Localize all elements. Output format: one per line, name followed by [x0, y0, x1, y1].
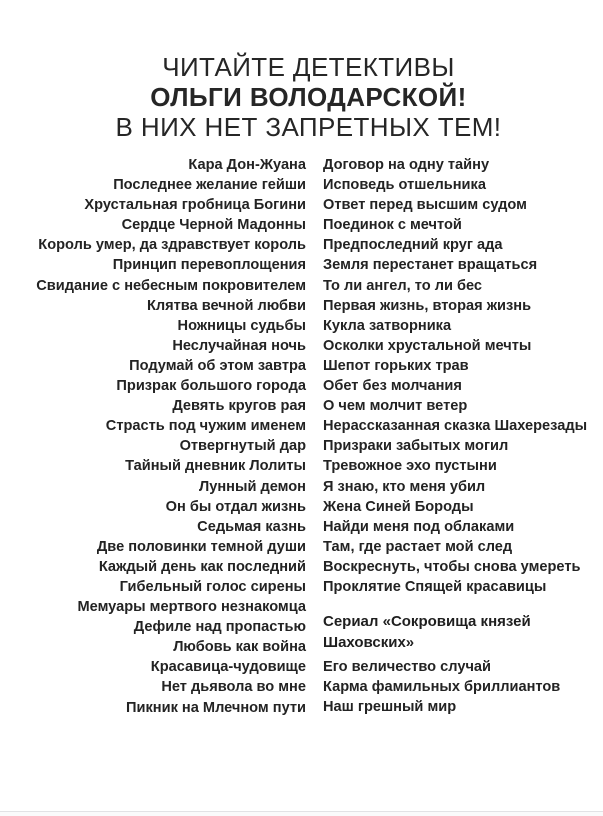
book-title: Карма фамильных бриллиантов	[323, 679, 561, 696]
book-title: Отвергнутый дар	[179, 438, 306, 455]
book-title: Сердце Черной Мадонны	[121, 217, 306, 234]
book-title: Земля перестанет вращаться	[323, 257, 538, 274]
book-title: Я знаю, кто меня убил	[323, 478, 486, 495]
book-title: Кара Дон-Жуана	[188, 157, 306, 173]
book-title: Последнее желание гейши	[113, 177, 306, 194]
book-title: Поединок с мечтой	[323, 217, 462, 234]
book-title: Красавица-чудовище	[150, 659, 306, 676]
book-title: Первая жизнь, вторая жизнь	[323, 297, 532, 314]
book-title: Клятва вечной любви	[146, 297, 306, 314]
book-title: Каждый день как последний	[98, 558, 306, 575]
book-title: Свидание с небесным покровителем	[36, 277, 306, 294]
book-title: Призраки забытых могил	[323, 438, 509, 455]
book-title: Договор на одну тайну	[323, 157, 490, 173]
book-title: Страсть под чужим именем	[105, 418, 306, 435]
book-list-right-top	[323, 155, 595, 597]
book-title: Жена Синей Бороды	[323, 498, 474, 515]
book-title: Пикник на Млечном пути	[126, 699, 306, 716]
book-title: То ли ангел, то ли бес	[323, 277, 483, 294]
book-title: Воскреснуть, чтобы снова умереть	[323, 558, 581, 575]
book-title: Исповедь отшельника	[323, 177, 486, 194]
title-line-1: ЧИТАЙТЕ ДЕТЕКТИВЫ	[162, 52, 455, 82]
book-title: О чем молчит ветер	[323, 398, 468, 415]
book-title: Проклятие Спящей красавицы	[323, 578, 547, 595]
book-title: Осколки хрустальной мечты	[323, 337, 532, 354]
book-title: Ответ перед высшим судом	[323, 197, 527, 214]
book-title: Две половинки темной души	[96, 538, 306, 555]
page-title	[7, 52, 603, 142]
book-title: Принцип перевоплощения	[112, 257, 306, 274]
book-title: Мемуары мертвого незнакомца	[77, 599, 306, 616]
book-list-right-column	[323, 155, 595, 717]
book-title: Его величество случай	[323, 659, 492, 676]
book-title: Дефиле над пропастью	[133, 619, 306, 636]
book-title: Нерассказанная сказка Шахерезады	[323, 418, 588, 435]
book-title: Тревожное эхо пустыни	[323, 458, 497, 475]
book-title: Гибельный голос сирены	[119, 578, 306, 595]
title-line-3: В НИХ НЕТ ЗАПРЕТНЫХ ТЕМ!	[115, 112, 502, 142]
book-title: Хрустальная гробница Богини	[84, 197, 306, 214]
book-title: Неслучайная ночь	[172, 337, 306, 354]
book-title: Подумай об этом завтра	[129, 357, 306, 374]
book-title: Лунный демон	[199, 478, 306, 495]
book-title: Кукла затворника	[323, 317, 452, 334]
book-title: Нет дьявола во мне	[161, 679, 306, 696]
series-heading	[323, 611, 595, 653]
page-below-area	[0, 812, 603, 816]
book-title: Наш грешный мир	[323, 699, 457, 716]
title-line-2-author: ОЛЬГИ ВОЛОДАРСКОЙ!	[150, 82, 467, 112]
book-title: Призрак большого города	[116, 378, 306, 395]
book-title: Предпоследний круг ада	[323, 237, 503, 254]
book-title: Обет без молчания	[323, 378, 462, 395]
series-heading-line-2: Шаховских»	[323, 634, 415, 652]
series-heading-line-1: Сериал «Сокровища князей	[323, 613, 531, 631]
book-title: Ножницы судьбы	[177, 317, 306, 334]
book-title: Он бы отдал жизнь	[165, 498, 306, 515]
book-list-left-column	[0, 155, 306, 718]
book-title: Любовь как война	[173, 639, 306, 656]
book-title: Тайный дневник Лолиты	[125, 458, 306, 475]
book-title: Девять кругов рая	[172, 398, 306, 415]
book-title: Найди меня под облаками	[323, 518, 515, 535]
book-title: Король умер, да здравствует король	[38, 237, 306, 254]
book-title: Седьмая казнь	[197, 518, 306, 535]
series-titles-list	[323, 657, 595, 717]
book-title: Шепот горьких трав	[323, 357, 469, 374]
book-title: Там, где растает мой след	[323, 538, 513, 555]
